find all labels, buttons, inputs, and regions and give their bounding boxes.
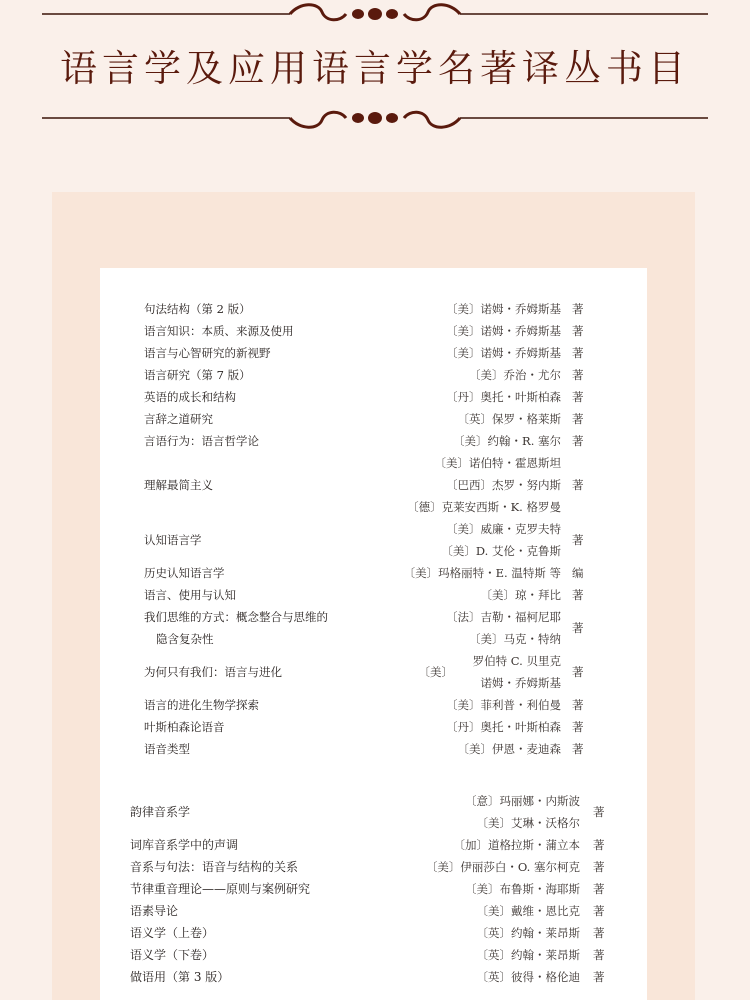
- book-role: 编: [572, 566, 584, 580]
- book-title: 言辞之道研究: [144, 412, 213, 426]
- book-title: 言语行为：语言哲学论: [144, 434, 259, 448]
- book-author: 〔美〕菲利普・利伯曼: [446, 698, 561, 712]
- book-title: 词库音系学中的声调: [130, 838, 239, 852]
- book-author: 〔英〕彼得・格伦迪: [476, 970, 580, 984]
- book-role: 著: [572, 588, 584, 602]
- book-author: 〔美〕约翰・R. 塞尔: [453, 434, 561, 448]
- book-author: 〔丹〕奥托・叶斯柏森: [446, 720, 561, 734]
- book-role: 著: [572, 478, 584, 492]
- book-entry: [100, 856, 647, 878]
- book-entry: [100, 562, 647, 584]
- book-title: 语义学（下卷）: [130, 948, 215, 962]
- book-title: 语音类型: [144, 742, 190, 756]
- book-role: 著: [572, 434, 584, 448]
- book-role: 著: [572, 720, 584, 734]
- book-role: 著: [593, 805, 605, 819]
- book-entry: [100, 834, 647, 856]
- book-entry: [100, 452, 647, 518]
- book-title: 音系与句法：语音与结构的关系: [130, 860, 299, 874]
- book-entry: [100, 364, 647, 386]
- book-role: 著: [593, 860, 605, 874]
- book-author: 〔美〕诺姆・乔姆斯基: [446, 346, 561, 360]
- page-title: 语言学及应用语言学名著译丛书目: [60, 47, 690, 90]
- book-title: 语言与心智研究的新视野: [144, 346, 271, 360]
- book-entry: [100, 694, 647, 716]
- book-author: 〔美〕布鲁斯・海耶斯: [465, 882, 580, 896]
- book-role: 著: [593, 948, 605, 962]
- book-title: 句法结构（第 2 版）: [144, 302, 251, 316]
- book-author: 〔美〕威廉・克罗夫特: [446, 522, 561, 536]
- book-author: 〔英〕约翰・莱昂斯: [476, 948, 580, 962]
- book-role: 著: [572, 368, 584, 382]
- book-role: 著: [572, 412, 584, 426]
- book-entry: [100, 716, 647, 738]
- book-author: 〔美〕伊恩・麦迪森: [457, 742, 561, 756]
- book-role: 著: [593, 904, 605, 918]
- book-role: 著: [593, 970, 605, 984]
- book-author: 〔美〕琼・拜比: [480, 588, 561, 602]
- book-author: 〔巴西〕杰罗・努内斯: [446, 478, 561, 492]
- book-entry: [100, 650, 647, 694]
- book-author: 诺姆・乔姆斯基: [480, 676, 561, 690]
- book-role: 著: [572, 621, 584, 635]
- book-entry: [100, 430, 647, 452]
- book-title: 叶斯柏森论语音: [144, 720, 225, 734]
- book-entry: [100, 518, 647, 562]
- book-entry: [100, 738, 647, 760]
- top-ornament: [0, 0, 750, 34]
- book-entry: [100, 966, 647, 988]
- book-entry: [100, 900, 647, 922]
- book-title: 我们思维的方式：概念整合与思维的: [144, 610, 328, 624]
- book-role: 著: [572, 346, 584, 360]
- author-nationality: 〔美〕: [418, 665, 453, 679]
- book-entry: [100, 408, 647, 430]
- book-author: 罗伯特 C. 贝里克: [472, 654, 561, 668]
- book-author: 〔美〕艾琳・沃格尔: [476, 816, 580, 830]
- book-role: 著: [572, 533, 584, 547]
- book-title: 理解最简主义: [144, 478, 213, 492]
- book-author: 〔美〕伊丽莎白・O. 塞尔柯克: [425, 860, 580, 874]
- book-role: 著: [593, 838, 605, 852]
- book-entry: [100, 584, 647, 606]
- bottom-ornament: [0, 98, 750, 138]
- book-author: 〔意〕玛丽娜・内斯波: [465, 794, 580, 808]
- book-entry: [100, 606, 647, 650]
- book-author: 〔美〕戴维・恩比克: [476, 904, 580, 918]
- book-title: 认知语言学: [144, 533, 202, 547]
- book-title: 语言知识：本质、来源及使用: [144, 324, 294, 338]
- book-entry: [100, 878, 647, 900]
- book-title: 语言的进化生物学探索: [144, 698, 259, 712]
- book-role: 著: [593, 926, 605, 940]
- book-role: 著: [572, 302, 584, 316]
- book-entry: [100, 342, 647, 364]
- book-author: 〔英〕保罗・格莱斯: [457, 412, 561, 426]
- book-author: 〔美〕诺姆・乔姆斯基: [446, 302, 561, 316]
- book-role: 著: [572, 665, 584, 679]
- book-author: 〔丹〕奥托・叶斯柏森: [446, 390, 561, 404]
- book-title: 隐含复杂性: [156, 632, 214, 646]
- book-role: 著: [572, 390, 584, 404]
- book-author: 〔法〕吉勒・福柯尼耶: [446, 610, 561, 624]
- book-entry: [100, 298, 647, 320]
- book-entry: [100, 790, 647, 834]
- book-author: 〔美〕诺姆・乔姆斯基: [446, 324, 561, 338]
- book-title: 语言、使用与认知: [144, 588, 236, 602]
- book-author: 〔德〕克莱安西斯・K. 格罗曼: [407, 500, 561, 514]
- book-title: 英语的成长和结构: [144, 390, 236, 404]
- book-title: 韵律音系学: [130, 805, 191, 819]
- book-title: 为何只有我们：语言与进化: [144, 665, 282, 679]
- book-title: 做语用（第 3 版）: [130, 970, 230, 984]
- book-title: 历史认知语言学: [144, 566, 225, 580]
- book-author: 〔美〕D. 艾伦・克鲁斯: [441, 544, 561, 558]
- book-author: 〔美〕玛格丽特・E. 温特斯 等: [403, 566, 561, 580]
- book-role: 著: [572, 324, 584, 338]
- book-title: 语言研究（第 7 版）: [144, 368, 251, 382]
- book-entry: [100, 386, 647, 408]
- book-role: 著: [572, 742, 584, 756]
- book-author: 〔美〕诺伯特・霍恩斯坦: [434, 456, 561, 470]
- book-title: 语素导论: [130, 904, 179, 918]
- book-title: 语义学（上卷）: [130, 926, 215, 940]
- book-role: 著: [572, 698, 584, 712]
- book-author: 〔美〕乔治・尤尔: [469, 368, 561, 382]
- book-author: 〔英〕约翰・莱昂斯: [476, 926, 580, 940]
- book-author: 〔美〕马克・特纳: [469, 632, 561, 646]
- book-list-page: [100, 268, 647, 1000]
- book-entry: [100, 944, 647, 966]
- book-author: 〔加〕道格拉斯・蒲立本: [453, 838, 580, 852]
- book-entry: [100, 320, 647, 342]
- book-entry: [100, 922, 647, 944]
- book-title: 节律重音理论——原则与案例研究: [130, 882, 311, 896]
- book-role: 著: [593, 882, 605, 896]
